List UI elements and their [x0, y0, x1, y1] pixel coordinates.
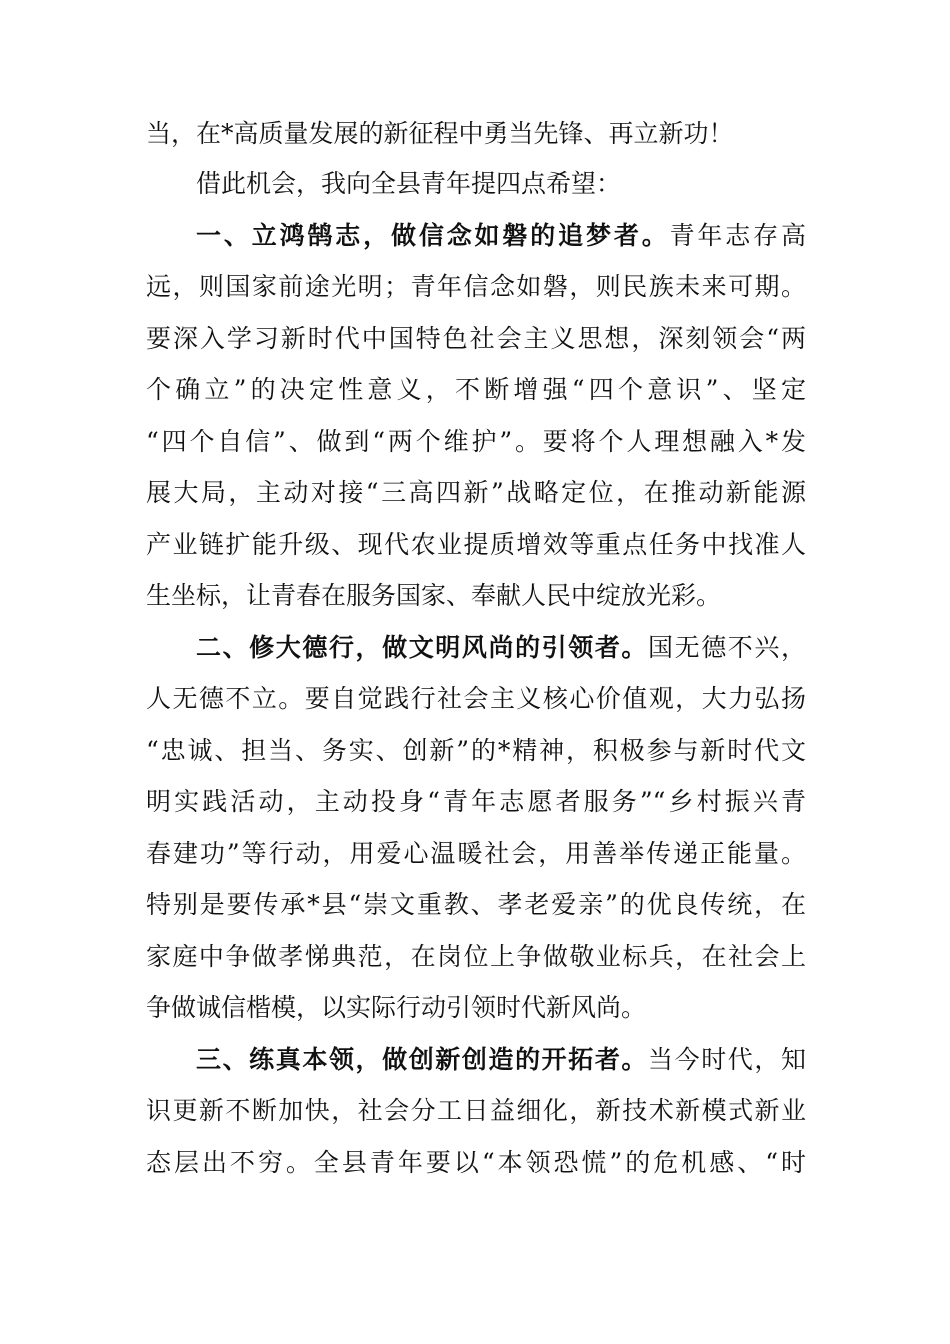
paragraph-text: 当今时代，知: [648, 1045, 806, 1074]
paragraph-line: 态层出不穷。全县青年要以“本领恐慌”的危机感、“时: [146, 1148, 806, 1177]
paragraph-line: “四个自信”、做到“两个维护”。要将个人理想融入*发: [146, 427, 806, 456]
paragraph-text: 青年志存高: [669, 221, 806, 250]
paragraph-line: 识更新不断加快，社会分工日益细化，新技术新模式新业: [146, 1096, 806, 1125]
section-heading: 二、修大德行，做文明风尚的引领者。: [196, 633, 649, 662]
section-heading: 一、立鸿鹄志，做信念如磐的追梦者。: [196, 221, 670, 250]
paragraph-line: 生坐标，让青春在服务国家、奉献人民中绽放光彩。: [146, 581, 722, 610]
paragraph-line: 要深入学习新时代中国特色社会主义思想，深刻领会“两: [146, 324, 806, 353]
paragraph-line: “忠诚、担当、务实、创新”的*精神，积极参与新时代文: [146, 736, 806, 765]
paragraph-line: 人无德不立。要自觉践行社会主义核心价值观，大力弘扬: [146, 684, 806, 713]
paragraph-line: [196, 1034, 806, 1086]
paragraph-line: 春建功”等行动，用爱心温暖社会，用善举传递正能量。: [146, 839, 806, 868]
paragraph-line: [196, 210, 806, 262]
paragraph-text: 国无德不兴，: [648, 633, 806, 662]
paragraph-line: 展大局，主动对接“三高四新”战略定位，在推动新能源: [146, 478, 806, 507]
paragraph-line: 借此机会，我向全县青年提四点希望：: [196, 169, 622, 198]
paragraph-line: 当，在*高质量发展的新征程中勇当先锋、再立新功！: [146, 119, 734, 148]
paragraph-line: 远，则国家前途光明；青年信念如磐，则民族未来可期。: [146, 272, 806, 301]
paragraph-line: 特别是要传承*县“崇文重教、孝老爱亲”的优良传统，在: [146, 890, 806, 919]
paragraph-line: 家庭中争做孝悌典范，在岗位上争做敬业标兵，在社会上: [146, 942, 806, 971]
paragraph-line: 明实践活动，主动投身“青年志愿者服务”“乡村振兴青: [146, 787, 806, 816]
paragraph-line: 产业链扩能升级、现代农业提质增效等重点任务中找准人: [146, 530, 806, 559]
paragraph-line: 争做诚信楷模，以实际行动引领时代新风尚。: [146, 993, 647, 1022]
paragraph-line: [196, 622, 806, 674]
section-heading: 三、练真本领，做创新创造的开拓者。: [196, 1045, 649, 1074]
paragraph-line: 个确立”的决定性意义，不断增强“四个意识”、坚定: [146, 375, 806, 404]
